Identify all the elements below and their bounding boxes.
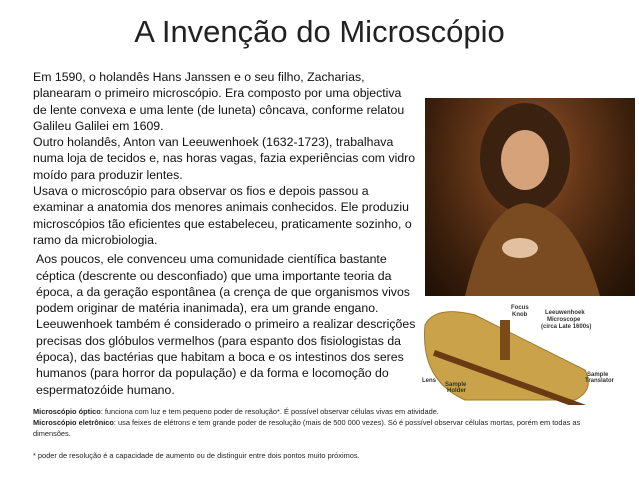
note-optico: Microscópio óptico: funciona com luz e tem pequeno poder de resolução*. É possível observar células vivas em atividade. xyxy=(33,407,439,416)
footnote: * poder de resolução é a capacidade de aumento ou de distinguir entre dois pontos muito próximos. xyxy=(33,451,360,460)
paragraph: Outro holandês, Anton van Leeuwenhoek (1632-1723), trabalhava numa loja de tecidos e, nas horas vagas, fazia experiências com vidro moído para produzir lentes. xyxy=(33,135,416,182)
svg-text:Knob: Knob xyxy=(512,312,528,318)
paragraph: Em 1590, o holandês Hans Janssen e o seu filho, Zacharias, planearam o primeiro microscópio. Era composto por uma objectiva de lente convexa e uma lente (de luneta) côncava, conforme relatou Galileu Galilei em 1609. xyxy=(33,70,405,133)
note-eletronico: Microscópio eletrônico: usa feixes de elétrons e tem grande poder de resolução (mais de 500 000 vezes). Só é possível observar células mortas, porém em todas as dimensões. xyxy=(33,418,581,438)
svg-text:Leeuwenhoek: Leeuwenhoek xyxy=(545,310,585,316)
notes xyxy=(33,406,613,461)
paragraph: Usava o microscópio para observar os fios e depois passou a examinar a anatomia dos menores animais conhecidos. Ele produziu microscópios tão eficientes que estabeleceu, praticamente sozinho, o ramo da microbiologia. xyxy=(33,184,412,247)
svg-text:Translator: Translator xyxy=(585,378,615,384)
body-text xyxy=(33,69,418,398)
svg-text:Lens: Lens xyxy=(422,378,437,384)
svg-text:Focus: Focus xyxy=(511,305,529,311)
svg-text:Microscope: Microscope xyxy=(547,317,581,323)
svg-text:Sample: Sample xyxy=(587,372,609,378)
leeuwenhoek-portrait xyxy=(425,98,635,296)
paragraph: Aos poucos, ele convenceu uma comunidade científica bastante céptica (descrente ou desconfiado) que uma importante teoria da época, a da geração espontânea (a crença de que organismos vivos podem originar de matéria inanimada), era um grande engano. Leeuwenhoek também é considerado o primeiro a realizar descrições precisas dos glóbulos vermelhos (para espanto dos fisiologistas da época), das bactérias que habitam a boca e os intestinos dos seres humanos (para horror da população) e da forma e locomoção do espermatozóide humano. xyxy=(36,252,416,397)
microscope-diagram xyxy=(405,300,639,405)
svg-text:Holder: Holder xyxy=(447,388,467,394)
slide-title: A Invenção do Microscópio xyxy=(134,14,505,49)
svg-text:Sample: Sample xyxy=(445,382,467,388)
svg-text:(circa Late 1600s): (circa Late 1600s) xyxy=(541,324,592,330)
